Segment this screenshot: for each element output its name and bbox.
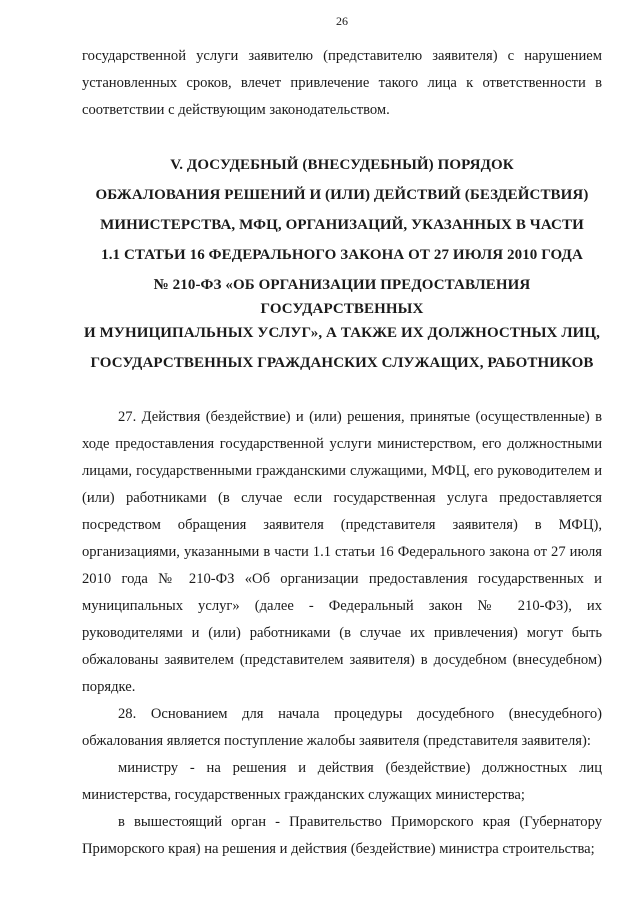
section-title-line-8: ГОСУДАРСТВЕННЫХ ГРАЖДАНСКИХ СЛУЖАЩИХ, РАБОТНИКОВ [90,355,594,371]
list-item-government: в вышестоящий орган - Правительство Приморского края (Губернатору Приморского края) на решения и действия (бездействие) министра строительства; [82,814,602,857]
page-number: 26 [336,14,348,28]
paragraph-27: 27. Действия (бездействие) и (или) решения, принятые (осуществленные) в ходе предоставления государственной услуги министерством, его должностными лицами, государственными гражданскими служащими, МФЦ, его руководителем и (или) работниками (в случае если государственная услуга предоставляется посредством обращения заявителя (представителя заявителя) в МФЦ), организациями, указанными в части 1.1 статьи 16 Федерального закона от 27 июля 2010 года № 210-ФЗ «Об организации предоставления государственных и муниципальных услуг» (далее - Федеральный закон № 210-ФЗ), их руководителями и (или) работниками (в случае их привлечения) могут быть обжалованы заявителем (представителем заявителя) в досудебном (внесудебном) порядке. [82,409,602,695]
list-item-minister: министру - на решения и действия (бездействие) должностных лиц министерства, государственных гражданских служащих министерства; [82,760,602,803]
section-title-line-1: V. ДОСУДЕБНЫЙ (ВНЕСУДЕБНЫЙ) ПОРЯДОК [170,157,514,173]
section-title-line-6: ГОСУДАРСТВЕННЫХ [260,301,424,317]
section-title-line-7: И МУНИЦИПАЛЬНЫХ УСЛУГ», А ТАКЖЕ ИХ ДОЛЖНОСТНЫХ ЛИЦ, [84,325,600,341]
section-title-line-4: 1.1 СТАТЬИ 16 ФЕДЕРАЛЬНОГО ЗАКОНА ОТ 27 ИЮЛЯ 2010 ГОДА [101,247,583,263]
section-title-line-3: МИНИСТЕРСТВА, МФЦ, ОРГАНИЗАЦИЙ, УКАЗАННЫХ В ЧАСТИ [100,217,584,233]
spacer [82,378,602,404]
section-title-line-2: ОБЖАЛОВАНИЯ РЕШЕНИЙ И (ИЛИ) ДЕЙСТВИЙ (БЕЗДЕЙСТВИЯ) [95,187,589,203]
section-title-line-5: № 210-ФЗ «ОБ ОРГАНИЗАЦИИ ПРЕДОСТАВЛЕНИЯ [153,277,531,293]
section-title [82,150,602,378]
intro-paragraph: государственной услуги заявителю (представителю заявителя) с нарушением установленных сроков, влечет привлечение такого лица к ответственности в соответствии с действующим законодательством. [82,48,602,118]
paragraph-28: 28. Основанием для начала процедуры досудебного (внесудебного) обжалования является поступление жалобы заявителя (представителя заявителя): [82,706,602,749]
